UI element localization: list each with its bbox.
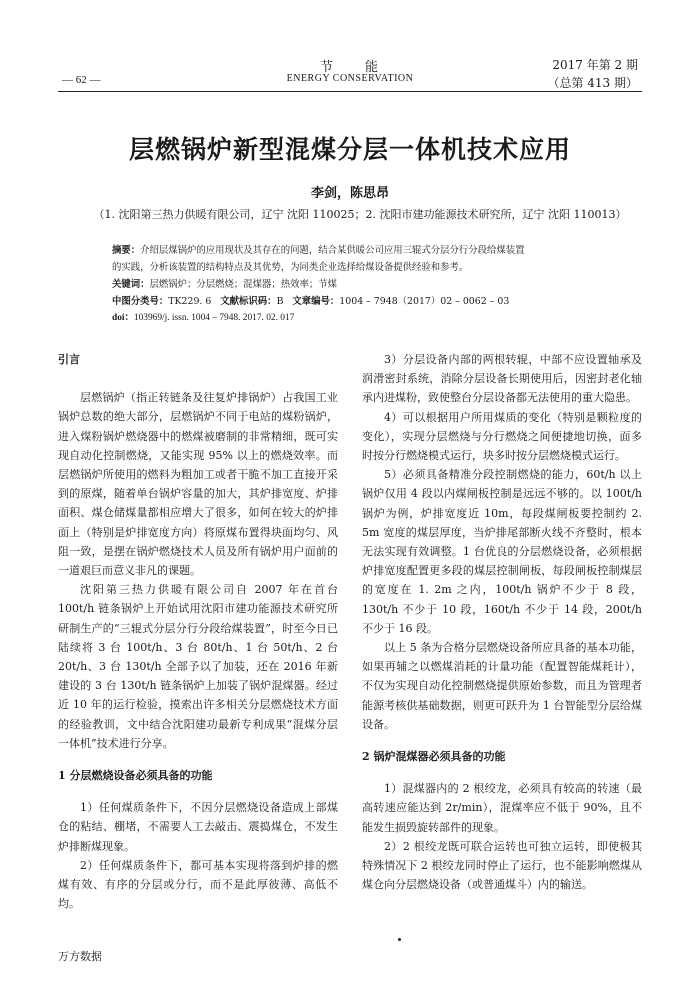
author-affiliations: （1. 沈阳第三热力供暖有限公司，辽宁 沈阳 110025；2. 沈阳市建功能源技术研究所，辽宁 沈阳 110013） <box>93 208 627 221</box>
issue-label: 2017 年第 2 期 <box>552 58 638 72</box>
doc-code-label: 文献标识码： <box>220 296 277 307</box>
paragraph: 2）2 根绞龙既可联合运转也可独立运转，即使极其特殊情况下 2 根绞龙同时停止了运行，也不能影响燃煤从煤仓向分层燃烧设备（或普通煤斗）内的输送。 <box>362 839 642 892</box>
paragraph: 层燃锅炉（指正转链条及往复炉排锅炉）占我国工业锅炉总数的绝大部分，层燃锅炉不同于电站的煤粉锅炉，进入煤粉锅炉燃烧器中的燃煤被磨制的非常精细，既可实现自动化控制燃烧，又能实现 95% 以上的燃烧效率。而层燃锅炉所使用的燃料为粗加工或者干脆不加工直接开采到的原煤，随着单台锅炉容量的加大，其炉排宽度、炉排面积、煤仓储煤量都相应增大了很多，如何在较大的炉排面上（特别是炉排宽度方向）将原煤布置得块面均匀、风阻一致，是摆在锅炉燃烧技术人员及所有锅炉用户面前的一道艰巨而意义非凡的课题。 <box>58 391 338 578</box>
right-column <box>362 350 642 894</box>
section-heading-intro: 引言 <box>58 353 80 366</box>
paragraph: 4）可以根据用户所用煤质的变化（特别是颗粒度的变化），实现分层燃烧与分行燃烧之间便捷地切换，面多时按分行燃烧模式运行，块多时按分层燃烧模式运行。 <box>362 410 642 463</box>
journal-title-english: ENERGY CONSERVATION <box>286 73 414 84</box>
article-metadata <box>112 242 602 327</box>
doc-code-value: B <box>276 296 284 307</box>
abstract-text-1: 介绍层煤锅炉的应用现状及其存在的问题，结合某供暖公司应用三辊式分层分行分段给煤装置 <box>140 245 525 256</box>
spacer <box>58 369 338 388</box>
keywords-line <box>112 276 602 293</box>
abstract-label: 摘要： <box>112 245 141 256</box>
article-number-value: 1004 – 7948（2017）02 – 0062 – 03 <box>339 296 510 307</box>
keywords-label: 关键词： <box>112 279 150 290</box>
article-title: 层燃锅炉新型混煤分层一体机技术应用 <box>128 135 571 164</box>
spacer <box>362 766 642 779</box>
paragraph: 3）分层设备内部的两根转辊，中部不应设置轴承及润滑密封系统，消除分层设备长期使用后，因密封老化轴承内进煤粉，致使整台分层设备都无法使用的重大隐患。 <box>362 353 642 405</box>
article-number-label: 文章编号： <box>292 296 340 307</box>
doi-line <box>112 310 602 327</box>
section-heading-1: 1 分层燃烧设备必须具备的功能 <box>58 769 213 783</box>
header-rule <box>58 91 642 92</box>
classification-line <box>112 293 602 310</box>
clc-value: TK229. 6 <box>168 296 212 307</box>
clc-label: 中图分类号： <box>112 296 169 307</box>
left-column <box>58 350 338 913</box>
keywords-text: 层燃锅炉；分层燃烧；混煤器；热效率；节煤 <box>149 279 338 290</box>
running-header <box>0 0 700 100</box>
doi-value: 103969/j. issn. 1004 – 7948. 2017. 02. 017 <box>133 313 295 323</box>
paragraph: 2）任何煤质条件下，都可基本实现将落到炉排的燃煤有效、有序的分层或分行，而不是此厚彼薄、高低不均。 <box>58 858 338 911</box>
issue-total-label: （总第 413 期） <box>547 76 638 90</box>
paragraph: 沈阳第三热力供暖有限公司自 2007 年在首台 100t/h 链条锅炉上开始试用沈阳市建功能源技术研究所研制生产的“三辊式分层分行分段给煤装置”，时至今日已陆续将 3 台 100t/h、3 台 80t/h、1 台 50t/h、2 台 20t/h、3 台 130t/h 全部予以了加装，还在 2016 年新建设的 3 台 130t/h 链条锅炉上加装了锅炉混煤器。经过近 10 年的运行检验，摸索出许多相关分层燃烧技术方面的经验教训，文中结合沈阳建功最新专利成果“混煤分层一体机”技术进行分享。 <box>58 583 338 750</box>
paragraph: 1）任何煤质条件下，不因分层燃烧设备造成上部煤仓的粘结、棚堵，不需要人工去敲击、震捣煤仓，不发生炉排断煤现象。 <box>58 801 338 853</box>
paragraph: 5）必须具备精准分段控制燃烧的能力，60t/h 以上锅炉仅用 4 段以内煤闸板控制是远远不够的。以 100t/h 锅炉为例，炉排宽度近 10m，每段煤闸板要控制约 2. 5m 宽度的煤层厚度，当炉排尾部断火线不齐整时，根本无法实现有效调整。1 台优良的分层燃烧设备，必须根据炉排宽度配置更多段的煤层控制闸板，每段闸板控制煤层的宽度在 1. 2m 之内，100t/h 锅炉不少于 8 段，130t/h 不少于 10 段，160t/h 不少于 14 段，200t/h 不少于 16 段。 <box>362 468 642 635</box>
abstract-line-1 <box>112 242 602 259</box>
paragraph: 1）混煤器内的 2 根绞龙，必须具有较高的转速（最高转速应能达到 2r/min），混煤率应不低于 90%，且不能发生损毁旋转部件的现象。 <box>362 782 642 834</box>
spacer <box>362 734 642 747</box>
abstract-line-2: 的实践，分析该装置的结构特点及其优势，为同类企业选择给煤设备提供经验和参考。 <box>112 262 469 273</box>
decorative-dot <box>398 938 401 941</box>
article-authors: 李剑，陈思昂 <box>310 186 389 201</box>
source-watermark: 万方数据 <box>58 950 102 963</box>
journal-title: 节 能 <box>319 60 380 75</box>
spacer <box>58 753 338 766</box>
doi-label: doi： <box>112 313 134 323</box>
page-number: — 62 — <box>62 74 101 86</box>
paragraph: 以上 5 条为合格分层燃烧设备所应具备的基本功能，如果再辅之以燃煤消耗的计量功能（配置智能煤耗计），不仅为实现自动化控制燃烧提供原始参数，而且为管理者能源考核供基础数据，则更可跃升为 1 台智能型分层给煤设备。 <box>362 641 642 731</box>
section-heading-2: 2 锅炉混煤器必须具备的功能 <box>362 750 506 764</box>
spacer <box>58 785 338 798</box>
